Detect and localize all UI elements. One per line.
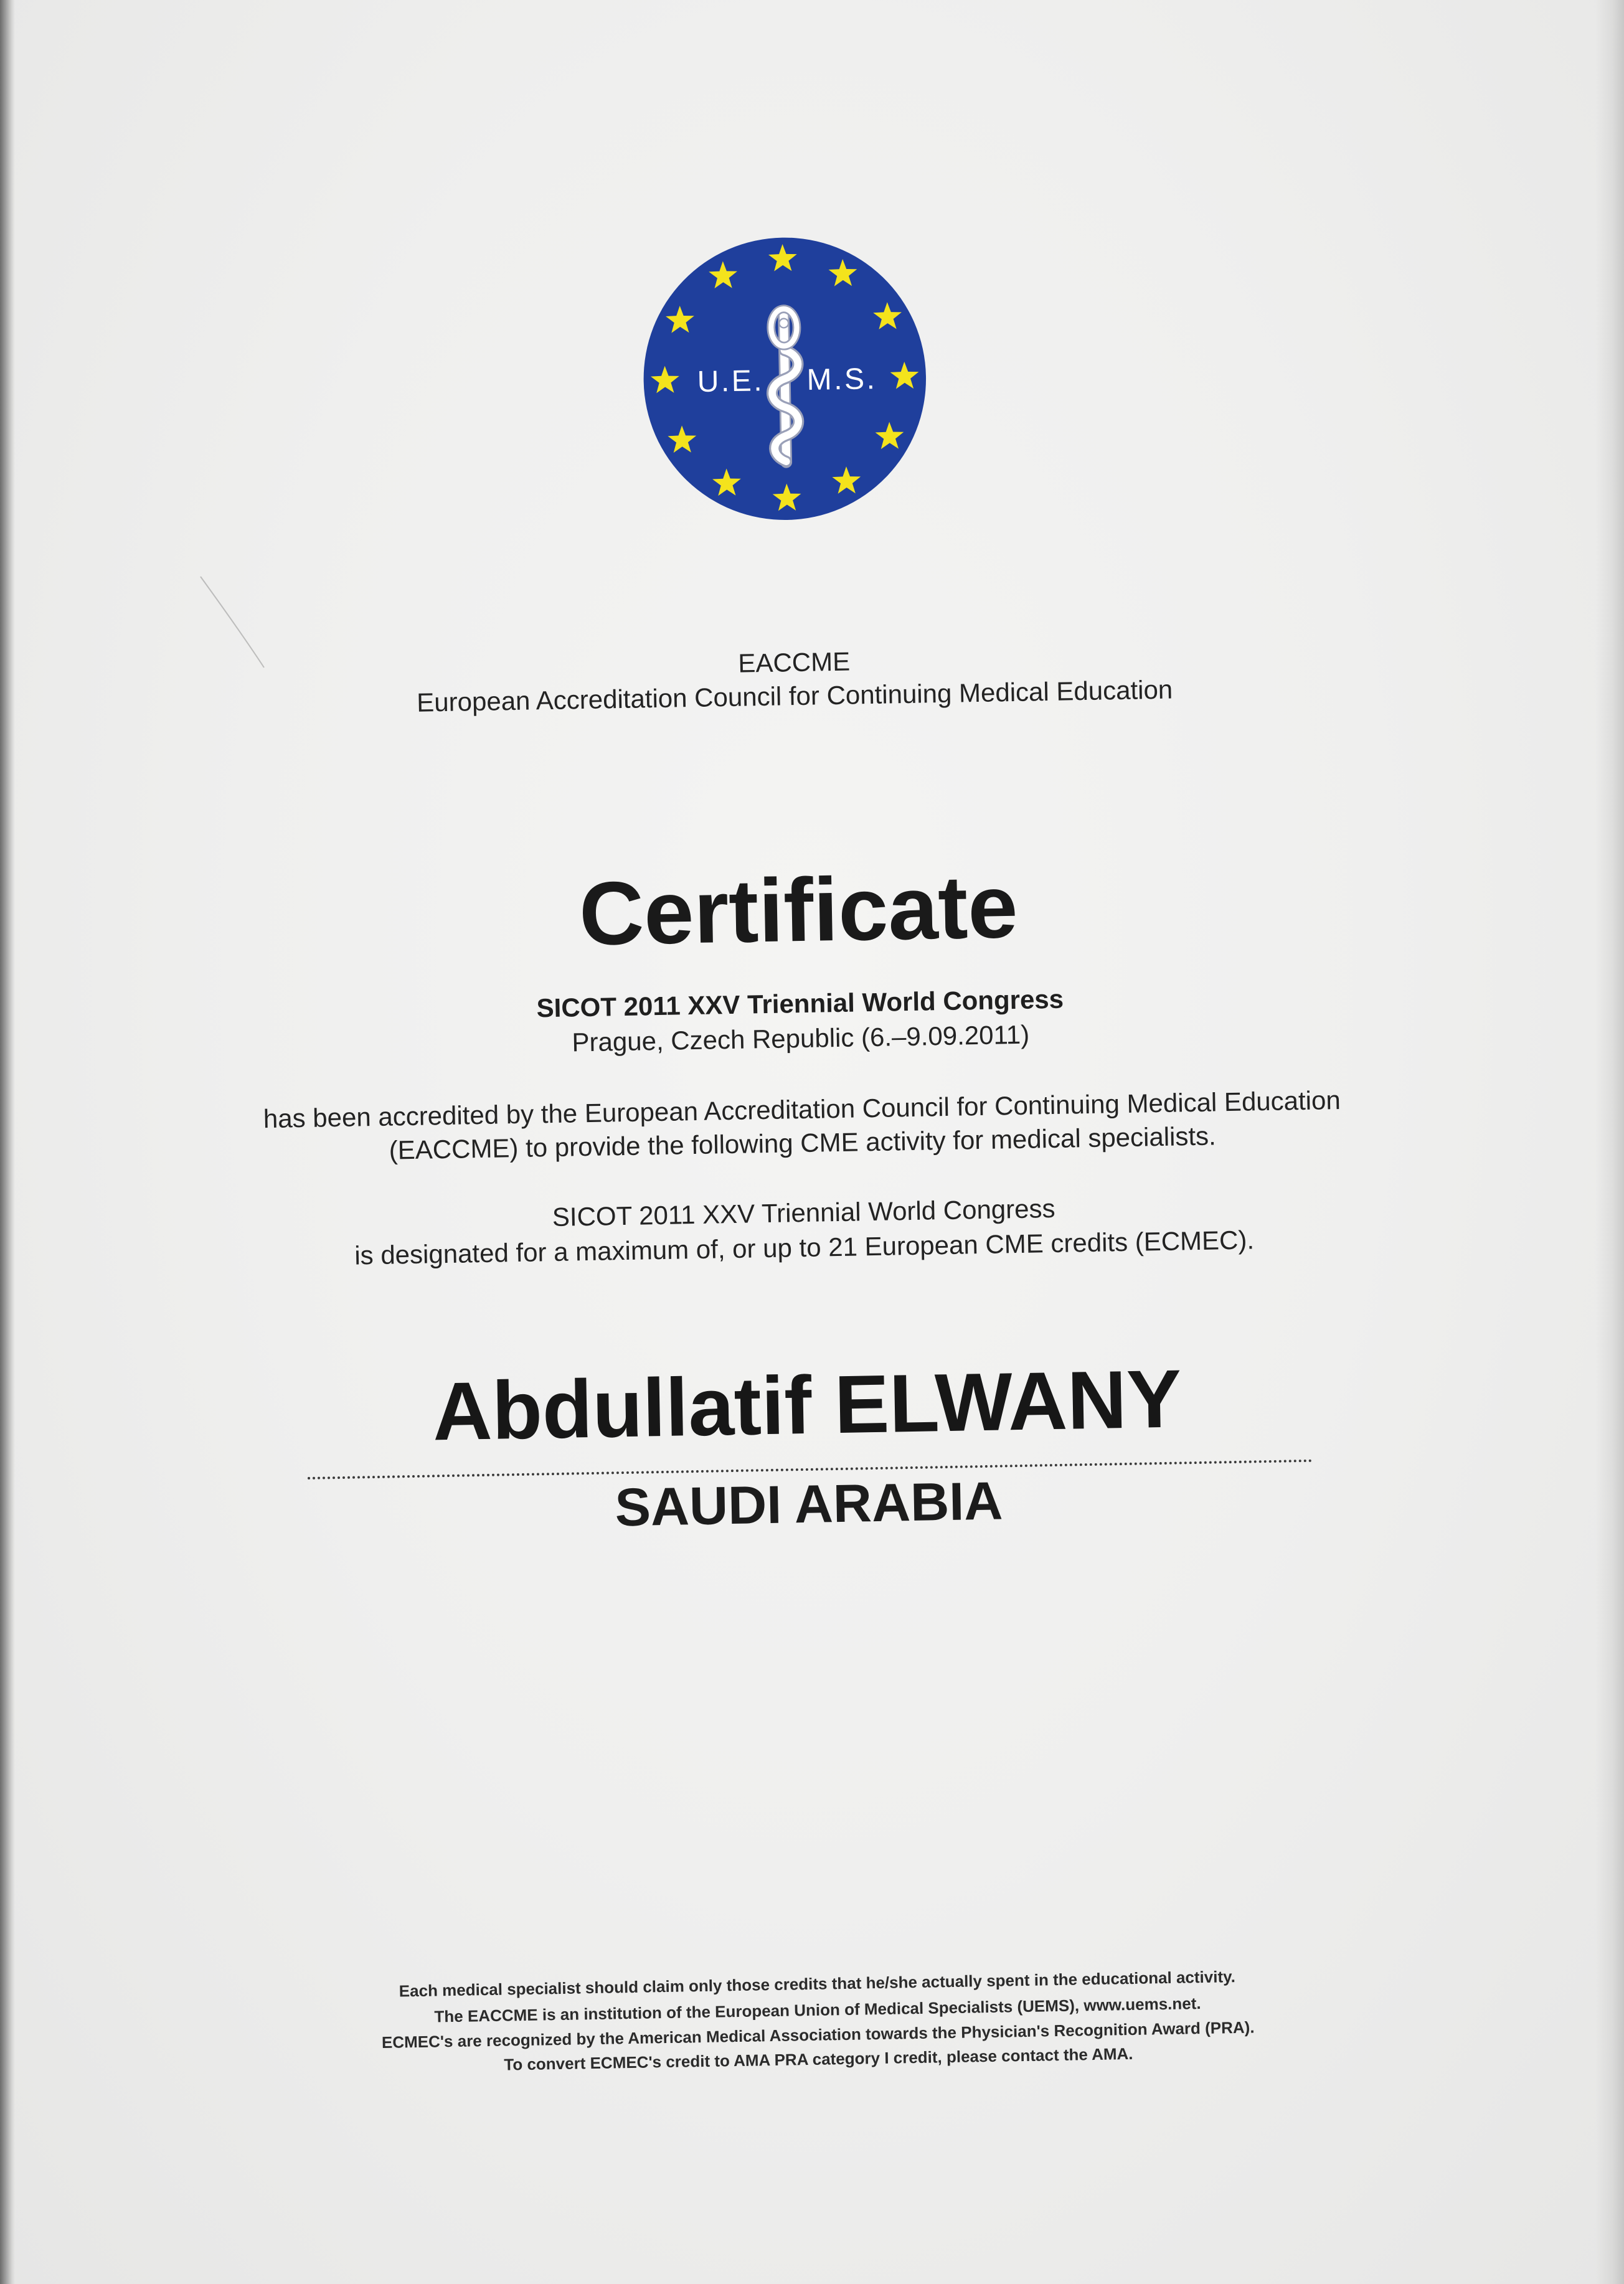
footer-note-2: The EACCME is an institution of the European Union of Medical Specialists (UEMS), www.uems.net.	[434, 1994, 1201, 2026]
event-name: SICOT 2011 XXV Triennial World Congress	[536, 984, 1064, 1023]
certificate-content	[161, 176, 1445, 2128]
event-location-dates: Prague, Czech Republic (6.–9.09.2011)	[572, 1019, 1030, 1057]
credit-statement-line-1: SICOT 2011 XXV Triennial World Congress	[552, 1193, 1055, 1232]
logo-text-ue: U.E.	[697, 364, 765, 399]
council-name: European Accreditation Council for Continuing Medical Education	[416, 674, 1173, 717]
credit-statement-line-2: is designated for a maximum of, or up to 21 European CME credits (ECMEC).	[354, 1225, 1255, 1270]
paper-right-edge-shadow	[1595, 0, 1624, 2284]
recipient-country: SAUDI ARABIA	[614, 1471, 1004, 1538]
council-acronym: EACCME	[738, 646, 851, 678]
accreditation-statement-line-1: has been accredited by the European Accreditation Council for Continuing Medical Education	[263, 1085, 1341, 1134]
accreditation-statement-line-2: (EACCME) to provide the following CME activity for medical specialists.	[389, 1121, 1217, 1165]
logo-text-ms: M.S.	[806, 362, 877, 397]
footer-note-1: Each medical specialist should claim only those credits that he/she actually spent in the educational activity.	[399, 1967, 1236, 2001]
paper-left-edge-shadow	[0, 0, 15, 2284]
footer-note-4: To convert ECMEC's credit to AMA PRA category I credit, please contact the AMA.	[504, 2044, 1133, 2074]
uems-logo	[640, 234, 930, 524]
footer-note-3: ECMEC's are recognized by the American Medical Association towards the Physician's Recognition Award (PRA).	[381, 2017, 1255, 2052]
recipient-name: Abdullatif ELWANY	[432, 1352, 1183, 1458]
certificate-title: Certificate	[578, 856, 1019, 965]
